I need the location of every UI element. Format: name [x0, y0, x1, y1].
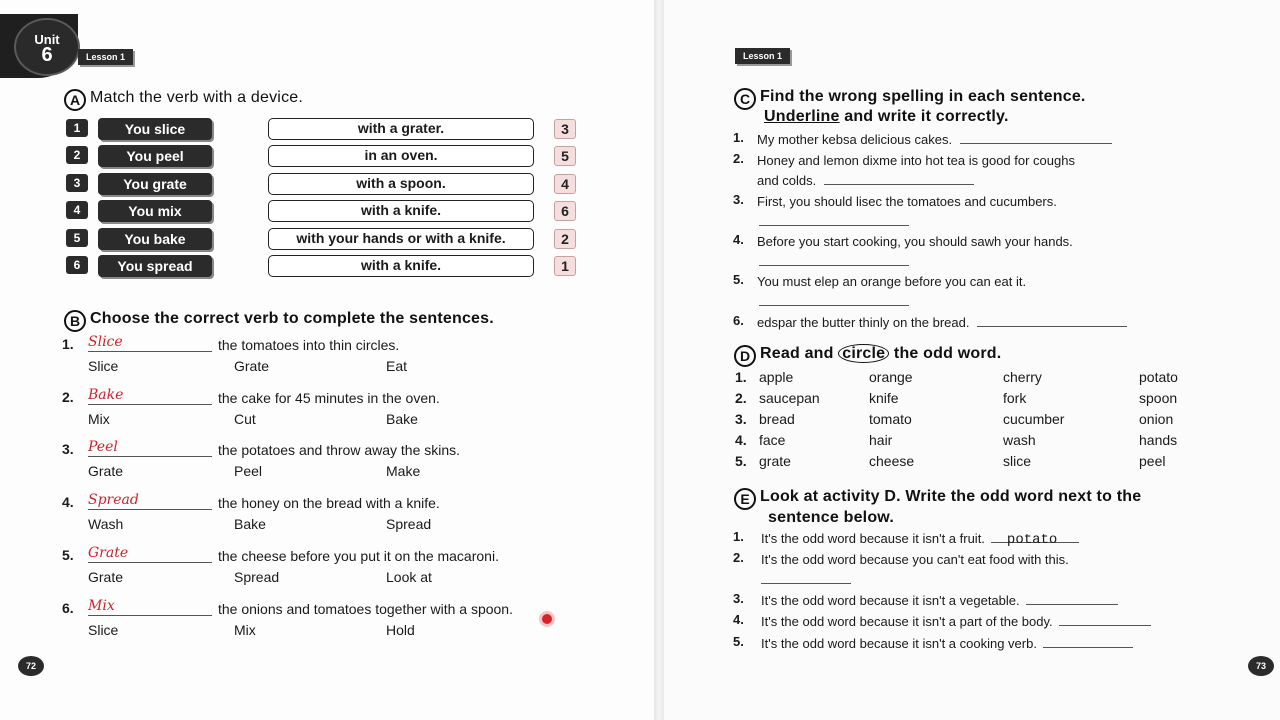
sentence-number: 4. — [62, 494, 74, 510]
verb-option: Spread — [386, 516, 432, 532]
match-row — [66, 118, 586, 140]
sentence-text: the tomatoes into thin circles. — [218, 337, 400, 353]
odd-word-number: 1. — [735, 369, 747, 385]
sentence-item — [62, 387, 622, 433]
spelling-number: 1. — [733, 130, 744, 145]
answer-blank — [977, 314, 1127, 327]
page-number-left: 72 — [18, 656, 44, 676]
answer-blank — [960, 131, 1112, 144]
verb-options — [62, 358, 622, 380]
odd-word-option: hair — [869, 432, 893, 448]
answer-blank — [1059, 613, 1151, 626]
sentence-text: the cheese before you put it on the macaroni. — [218, 548, 499, 564]
odd-word-option: knife — [869, 390, 899, 406]
sentence-number: 3. — [62, 441, 74, 457]
match-row-number: 6 — [66, 256, 88, 274]
spelling-sentence-text: Before you start cooking, you should sawh your hands. — [757, 234, 1073, 249]
sentence-line — [62, 598, 622, 618]
match-answer: 5 — [554, 146, 576, 166]
section-e-title-line1: Look at activity D. Write the odd word next to the — [760, 488, 1142, 505]
match-row — [66, 200, 586, 222]
match-device: with a grater. — [268, 118, 534, 140]
section-c-heading — [734, 88, 1086, 110]
odd-word-option: hands — [1139, 432, 1178, 448]
odd-word-sentence-text: It's the odd word because you can't eat food with this. — [761, 552, 1069, 567]
lesson-tag-left: Lesson 1 — [78, 49, 133, 65]
spelling-number: 2. — [733, 151, 744, 166]
verb-option: Grate — [88, 463, 124, 479]
odd-word-sentence-body — [761, 591, 1118, 611]
page-number-right: 73 — [1248, 656, 1274, 676]
match-answer: 1 — [554, 256, 576, 276]
odd-word-sentence-body — [761, 634, 1133, 654]
section-e-title-line2: sentence below. — [768, 509, 894, 526]
odd-word-option: bread — [759, 411, 795, 427]
sentence-answer: Slice — [88, 334, 212, 352]
verb-options — [62, 622, 622, 644]
section-b-title: Choose the correct verb to complete the sentences. — [90, 310, 494, 327]
book-gutter — [654, 0, 664, 720]
spelling-number: 4. — [733, 232, 744, 247]
odd-word-option: face — [759, 432, 786, 448]
match-answer: 3 — [554, 119, 576, 139]
odd-word-option: slice — [1003, 453, 1032, 469]
sentence-item — [62, 545, 622, 591]
match-row — [66, 255, 586, 277]
match-row-number: 5 — [66, 229, 88, 247]
match-device: with your hands or with a knife. — [268, 228, 534, 250]
spelling-sentence-text: Honey and lemon dixme into hot tea is good for coughs — [757, 153, 1075, 168]
odd-word-option: spoon — [1139, 390, 1178, 406]
odd-word-sentence-number: 4. — [733, 612, 744, 627]
match-device: in an oven. — [268, 145, 534, 167]
spelling-sentence — [757, 151, 1075, 191]
section-d-letter: D — [734, 345, 756, 367]
match-answer: 4 — [554, 174, 576, 194]
odd-word-sentence-body — [761, 612, 1151, 632]
section-c-letter: C — [734, 88, 756, 110]
odd-word-sentence-number: 5. — [733, 634, 744, 649]
match-verb: You bake — [98, 228, 212, 250]
match-row-number: 4 — [66, 201, 88, 219]
odd-word-row — [735, 390, 1215, 410]
section-e-heading-line2 — [768, 509, 894, 527]
odd-word-option: apple — [759, 369, 794, 385]
section-e-letter: E — [734, 488, 756, 510]
verb-options — [62, 569, 622, 591]
answer-blank — [759, 213, 909, 226]
match-row — [66, 145, 586, 167]
spelling-sentence — [757, 130, 1112, 150]
sentence-line — [62, 492, 622, 512]
verb-option: Bake — [234, 516, 266, 532]
verb-options — [62, 516, 622, 538]
match-verb: You spread — [98, 255, 212, 277]
match-device: with a spoon. — [268, 173, 534, 195]
unit-word: Unit — [34, 32, 60, 47]
odd-word-sentence-text: It's the odd word because it isn't a cooking verb. — [761, 636, 1037, 651]
spelling-sentence-text: First, you should lisec the tomatoes and cucumbers. — [757, 194, 1057, 209]
sentence-number: 6. — [62, 600, 74, 616]
sentence-item — [62, 598, 622, 644]
odd-word-option: tomato — [869, 411, 912, 427]
odd-word-option: cheese — [869, 453, 915, 469]
spelling-number: 3. — [733, 192, 744, 207]
section-a-title: Match the verb with a device. — [90, 89, 304, 106]
section-b-heading — [64, 310, 494, 332]
section-d-heading — [734, 345, 1001, 367]
section-c-heading-line2 — [764, 108, 1009, 126]
odd-word-row — [735, 369, 1215, 389]
match-row-number: 3 — [66, 174, 88, 192]
odd-word-sentence-number: 3. — [733, 591, 744, 606]
odd-word-option: peel — [1139, 453, 1166, 469]
odd-word-sentence-text: It's the odd word because it isn't a part of the body. — [761, 614, 1053, 629]
spelling-sentence-text: My mother kebsa delicious cakes. — [757, 132, 953, 147]
spelling-sentence-text: edspar the butter thinly on the bread. — [757, 315, 970, 330]
verb-option: Make — [386, 463, 421, 479]
odd-word-number: 3. — [735, 411, 747, 427]
odd-word-sentence-text: It's the odd word because it isn't a fruit. — [761, 531, 985, 546]
match-row-number: 2 — [66, 146, 88, 164]
verb-option: Eat — [386, 358, 408, 374]
cursor-pointer-dot — [542, 614, 552, 624]
match-device: with a knife. — [268, 200, 534, 222]
spelling-sentence-text-line2: and colds. — [757, 173, 817, 188]
verb-options — [62, 411, 622, 433]
verb-option: Hold — [386, 622, 415, 638]
verb-option: Bake — [386, 411, 418, 427]
match-verb: You slice — [98, 118, 212, 140]
sentence-answer: Spread — [88, 492, 212, 510]
sentence-number: 2. — [62, 389, 74, 405]
match-verb: You mix — [98, 200, 212, 222]
answer-blank: potato — [991, 530, 1079, 543]
verb-option: Grate — [88, 569, 124, 585]
odd-word-option: orange — [869, 369, 913, 385]
section-a-heading — [64, 89, 303, 111]
odd-word-number: 5. — [735, 453, 747, 469]
odd-word-row — [735, 432, 1215, 452]
spelling-sentence-text: You must elep an orange before you can eat it. — [757, 274, 1027, 289]
odd-word-option: fork — [1003, 390, 1027, 406]
verb-option: Spread — [234, 569, 280, 585]
odd-word-sentence-body — [761, 529, 1079, 549]
verb-option: Look at — [386, 569, 432, 585]
odd-word-row — [735, 411, 1215, 431]
odd-word-option: onion — [1139, 411, 1174, 427]
sentence-item — [62, 334, 622, 380]
section-a-letter: A — [64, 89, 86, 111]
spelling-number: 5. — [733, 272, 744, 287]
answer-blank — [824, 172, 974, 185]
match-answer: 2 — [554, 229, 576, 249]
match-row — [66, 228, 586, 250]
odd-word-sentence-number: 2. — [733, 550, 744, 565]
sentence-number: 5. — [62, 547, 74, 563]
match-verb: You grate — [98, 173, 212, 195]
odd-word-sentence-text: It's the odd word because it isn't a vegetable. — [761, 593, 1020, 608]
verb-option: Peel — [234, 463, 263, 479]
verb-option: Grate — [234, 358, 270, 374]
verb-option: Mix — [88, 411, 110, 427]
odd-word-option: wash — [1003, 432, 1036, 448]
verb-option: Slice — [88, 622, 119, 638]
section-c-title-line2: and write it correctly. — [839, 108, 1009, 125]
odd-word-sentence-number: 1. — [733, 529, 744, 544]
spelling-number: 6. — [733, 313, 744, 328]
lesson-tag-right: Lesson 1 — [735, 48, 790, 64]
sentence-item — [62, 492, 622, 538]
odd-word-row — [735, 453, 1215, 473]
sentence-text: the honey on the bread with a knife. — [218, 495, 440, 511]
section-b-letter: B — [64, 310, 86, 332]
spelling-sentence — [757, 232, 1073, 272]
sentence-answer: Grate — [88, 545, 212, 563]
sentence-text: the potatoes and throw away the skins. — [218, 442, 461, 458]
sentence-answer: Peel — [88, 439, 212, 457]
answer-blank — [759, 253, 909, 266]
verb-option: Cut — [234, 411, 256, 427]
unit-number: 6 — [41, 44, 53, 66]
sentence-line — [62, 387, 622, 407]
sentence-answer: Bake — [88, 387, 212, 405]
spelling-sentence — [757, 192, 1057, 232]
odd-word-number: 4. — [735, 432, 747, 448]
odd-word-option: cucumber — [1003, 411, 1065, 427]
odd-word-option: grate — [759, 453, 791, 469]
answer-blank — [759, 293, 909, 306]
odd-word-number: 2. — [735, 390, 747, 406]
sentence-text: the cake for 45 minutes in the oven. — [218, 390, 440, 406]
answer-blank — [761, 571, 851, 584]
section-d-title-post: the odd word. — [889, 345, 1002, 362]
spelling-sentence — [757, 313, 1127, 333]
spelling-sentence — [757, 272, 1026, 312]
answer-blank — [1043, 635, 1133, 648]
sentence-line — [62, 439, 622, 459]
section-c-title-underline: Underline — [764, 108, 840, 125]
verb-options — [62, 463, 622, 485]
match-row-number: 1 — [66, 119, 88, 137]
match-answer: 6 — [554, 201, 576, 221]
odd-word-sentence-body — [761, 550, 1069, 590]
sentence-text: the onions and tomatoes together with a spoon. — [218, 601, 513, 617]
unit-badge — [14, 18, 80, 76]
section-d-title-circle: circle — [838, 344, 889, 363]
answer-blank — [1026, 592, 1118, 605]
sentence-item — [62, 439, 622, 485]
sentence-line — [62, 334, 622, 354]
odd-word-option: potato — [1139, 369, 1178, 385]
verb-option: Mix — [234, 622, 256, 638]
verb-option: Wash — [88, 516, 124, 532]
odd-word-option: saucepan — [759, 390, 820, 406]
verb-option: Slice — [88, 358, 119, 374]
sentence-number: 1. — [62, 336, 74, 352]
match-device: with a knife. — [268, 255, 534, 277]
section-d-title-pre: Read and — [760, 345, 839, 362]
odd-word-option: cherry — [1003, 369, 1042, 385]
sentence-answer: Mix — [88, 598, 212, 616]
match-verb: You peel — [98, 145, 212, 167]
section-e-heading — [734, 488, 1141, 510]
match-row — [66, 173, 586, 195]
section-c-title-line1: Find the wrong spelling in each sentence. — [760, 88, 1086, 105]
sentence-line — [62, 545, 622, 565]
